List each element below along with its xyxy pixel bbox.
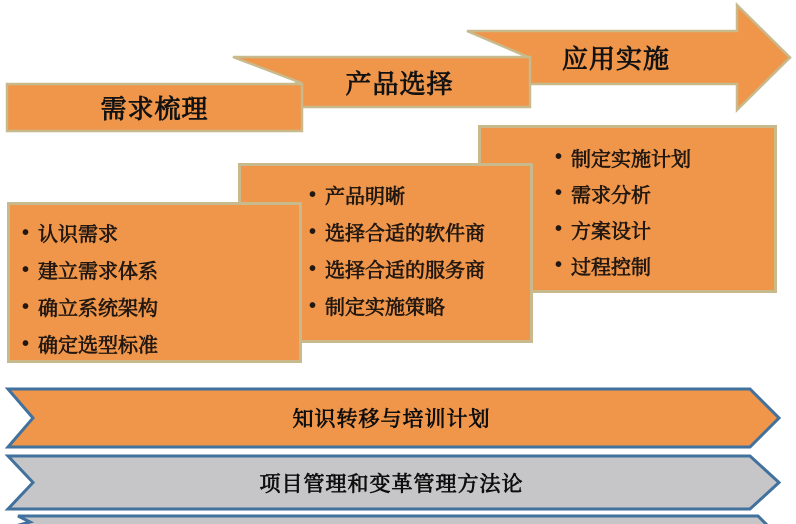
list-item-label: 选择合适的软件商 xyxy=(325,223,486,245)
list-item-label: 制定实施策略 xyxy=(325,297,446,319)
bullet-icon: • xyxy=(309,294,317,317)
bullet-icon: • xyxy=(22,332,30,355)
list-item-label: 过程控制 xyxy=(571,256,652,279)
list-item-label: 需求分析 xyxy=(571,184,652,207)
list-item-label: 制定实施计划 xyxy=(571,148,692,171)
bullet-icon: • xyxy=(555,182,563,204)
list-item-label: 方案设计 xyxy=(571,220,652,243)
bullet-icon: • xyxy=(309,257,317,280)
stage2-label: 产品选择 xyxy=(345,68,454,99)
clipped-banner-shape xyxy=(8,516,770,524)
methodology-banner-label: 项目管理和变革管理方法论 xyxy=(259,472,524,496)
bullet-icon: • xyxy=(22,258,30,281)
bullet-icon: • xyxy=(22,295,30,318)
bullet-icon: • xyxy=(22,221,30,244)
list-item-label: 确立系统架构 xyxy=(38,298,159,320)
list-item-label: 选择合适的服务商 xyxy=(325,260,486,282)
bullet-icon: • xyxy=(309,220,317,243)
list-item-label: 产品明晰 xyxy=(325,186,406,208)
bullet-icon: • xyxy=(555,218,563,240)
stage1-label: 需求梳理 xyxy=(100,94,209,124)
stage3-label: 应用实施 xyxy=(561,44,670,74)
bullet-icon: • xyxy=(309,183,317,206)
list-item-label: 确定选型标准 xyxy=(38,335,159,357)
bullet-icon: • xyxy=(555,254,563,276)
list-item-label: 认识需求 xyxy=(38,224,119,246)
training-banner-label: 知识转移与培训计划 xyxy=(292,408,491,431)
bullet-icon: • xyxy=(555,146,563,168)
list-item-label: 建立需求体系 xyxy=(38,261,159,283)
